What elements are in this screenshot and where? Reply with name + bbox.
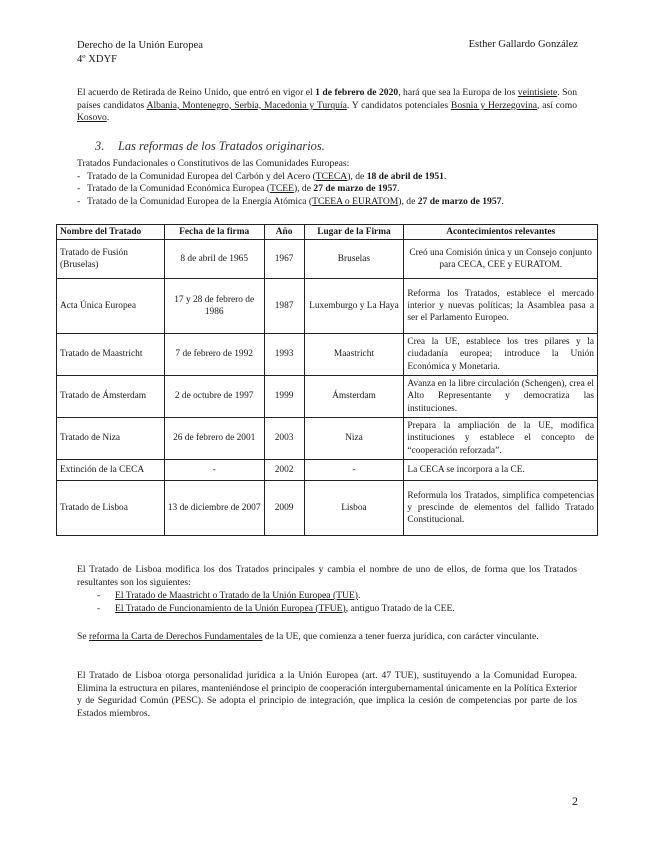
treaty-abbr-link[interactable]: TCEEA o EURATOM (312, 195, 399, 207)
treaty-events: Reforma los Tratados, establece el mercado interior y nuevas políticas; la Asamblea pasa a ser el Parlamento Europeo. (404, 279, 598, 334)
page-number: 2 (572, 794, 578, 808)
treaty-events: La CECA se incorpora a la CE. (404, 460, 598, 481)
treaty-abbr-link[interactable]: TCEE (269, 183, 294, 195)
intro-text: El acuerdo de Retirada de Reino Unido, que entró en vigor el (77, 87, 316, 98)
charter-text: de la UE, que comienza a tener fuerza jurídica, con carácter vinculante. (262, 631, 539, 642)
treaty-year: 2009 (264, 481, 304, 536)
item-text: . (397, 183, 400, 195)
item-text: ), de (293, 183, 314, 195)
treaty-year: 2002 (264, 460, 304, 481)
item-text: ), de (398, 195, 418, 207)
section-number: 3. (95, 139, 105, 153)
treaty-place: Luxemburgo y La Haya (304, 279, 404, 334)
lisbon-treaties-list (97, 590, 585, 615)
list-item (77, 171, 597, 184)
list-item (77, 196, 597, 209)
treaty-events: Avanza en la libre circulación (Schengen), crea el Alto Representante y democratiza las instituciones. (404, 376, 598, 418)
founding-treaties (77, 158, 597, 208)
intro-text: . Son países candidatos (77, 87, 578, 111)
table-row (57, 334, 598, 376)
treaty-name: Tratado de Niza (57, 418, 165, 460)
column-header: Nombre del Tratado (57, 225, 165, 240)
treaty-year: 1967 (264, 240, 304, 279)
course-title: Derecho de la Unión Europea (77, 40, 203, 51)
item-text: Tratado de la Comunidad Europea del Carbón y del Acero ( (87, 170, 316, 182)
intro-text: , hará que sea la Europa de los (398, 87, 518, 98)
candidates-link[interactable]: Albania, Montenegro, Serbia, Macedonia y Turquía (146, 99, 347, 111)
legal-personality-paragraph: El Tratado de Lisboa otorga personalidad jurídica a la Unión Europea (art. 47 TUE), sustituyendo a la Comunidad Europea. Elimina la estructura en pilares, manteniéndose el principio de cooperación intergubernamental únicamente en la Política Exterior y de Seguridad Común (PESC). Se adopta el principio de integración, que implica la cesión de competencias por parte de los Estados miembros. (77, 670, 577, 719)
bosnia-link[interactable]: Bosnia y Herzegovina (450, 99, 537, 111)
twentyseven-link[interactable]: veintisiete (517, 87, 558, 98)
lisbon-lead: El Tratado de Lisboa modifica los dos Tratados principales y cambia el nombre de uno de ellos, de forma que los Tratados resultantes son los siguientes: (77, 564, 577, 588)
treaty-year: 1999 (264, 376, 304, 418)
document-header (77, 39, 203, 66)
treaty-signing-date: 8 de abril de 1965 (164, 240, 264, 279)
treaty-events: Creó una Comisión única y un Consejo conjunto para CECA, CEE y EURATOM. (404, 240, 598, 279)
founding-lead: Tratados Fundacionales o Constitutivos de las Comunidades Europeas: (77, 158, 350, 169)
treaty-events: Crea la UE, establece los tres pilares y la ciudadanía europea; introduce la Unión Económica y Monetaria. (404, 334, 598, 376)
section-title: Las reformas de los Tratados originarios. (118, 139, 325, 153)
treaty-name: Acta Única Europea (57, 279, 165, 334)
table-header-row (57, 225, 598, 240)
treaty-signing-date: 17 y 28 de febrero de 1986 (164, 279, 264, 334)
item-text: Tratado de la Comunidad Europea de la Energía Atómica ( (87, 195, 313, 207)
table-row (57, 240, 598, 279)
treaty-name: Tratado de Lisboa (57, 481, 165, 536)
treaty-date: 18 de abril de 1951 (366, 170, 444, 182)
treaty-year: 1993 (264, 334, 304, 376)
tfue-link[interactable]: El Tratado de Funcionamiento de la Unión Europea (TFUE) (115, 602, 346, 614)
table-row (57, 418, 598, 460)
item-text: . (501, 195, 504, 207)
treaty-signing-date: - (164, 460, 264, 481)
treaty-name: Extinción de la CECA (57, 460, 165, 481)
dash-marker: - (97, 590, 101, 601)
treaty-date: 27 de marzo de 1957 (313, 183, 398, 195)
treaty-year: 1987 (264, 279, 304, 334)
treaty-signing-date: 7 de febrero de 1992 (164, 334, 264, 376)
intro-paragraph (77, 87, 577, 125)
item-text: . (443, 170, 447, 182)
column-header: Lugar de la Firma (304, 225, 404, 240)
treaty-place: - (304, 460, 404, 481)
treaty-place: Maastricht (304, 334, 404, 376)
list-item (77, 183, 597, 196)
treaty-signing-date: 13 de diciembre de 2007 (164, 481, 264, 536)
table-row (57, 279, 598, 334)
section-heading (95, 140, 325, 153)
table-row (57, 460, 598, 481)
treaty-reforms-table (56, 224, 598, 536)
charter-paragraph (77, 631, 577, 644)
treaty-name: Tratado de Maastricht (57, 334, 165, 376)
treaty-events: Reformula los Tratados, simplifica competencias y prescinde de elementos del fallido Tratado Constitucional. (404, 481, 598, 536)
treaty-place: Niza (304, 418, 404, 460)
treaty-name: Tratado de Fusión (Bruselas) (57, 240, 165, 279)
treaty-year: 2003 (264, 418, 304, 460)
charter-link[interactable]: reforma la Carta de Derechos Fundamentales (89, 631, 263, 642)
column-header: Acontecimientos relevantes (404, 225, 598, 240)
tue-link[interactable]: El Tratado de Maastricht o Tratado de la Unión Europea (TUE) (115, 590, 358, 601)
dash-marker: - (97, 602, 101, 614)
column-header: Fecha de la firma (164, 225, 264, 240)
item-text: , antiguo Tratado de la CEE. (345, 602, 455, 614)
founding-list (77, 171, 597, 209)
intro-text: . (106, 112, 110, 124)
kosovo-link[interactable]: Kosovo (77, 112, 107, 124)
treaty-abbr-link[interactable]: TCECA (315, 170, 348, 182)
list-item (97, 590, 585, 603)
list-item (97, 602, 585, 616)
item-text: ), de (347, 170, 367, 182)
treaty-place: Ámsterdam (304, 376, 404, 418)
treaty-signing-date: 26 de febrero de 2001 (164, 418, 264, 460)
treaty-events: Prepara la ampliación de la UE, modifica instituciones y establece el concepto de “cooperación reforzada”. (404, 418, 598, 460)
charter-text: Se (77, 631, 89, 642)
course-group: 4º XDYF (77, 53, 118, 65)
treaty-signing-date: 2 de octubre de 1997 (164, 376, 264, 418)
treaty-place: Lisboa (304, 481, 404, 536)
column-header: Año (264, 225, 304, 240)
intro-text: . Y candidatos potenciales (346, 99, 451, 111)
brexit-date: 1 de febrero de 2020 (315, 87, 399, 98)
treaty-date: 27 de marzo de 1957 (417, 195, 502, 207)
treaty-place: Bruselas (304, 240, 404, 279)
author-name: Esther Gallardo González (468, 39, 578, 50)
table-row (57, 376, 598, 418)
table-row (57, 481, 598, 536)
item-text: . (358, 590, 361, 601)
intro-text: , así como (537, 99, 577, 111)
item-text: Tratado de la Comunidad Económica Europea ( (87, 183, 270, 195)
treaty-name: Tratado de Ámsterdam (57, 376, 165, 418)
